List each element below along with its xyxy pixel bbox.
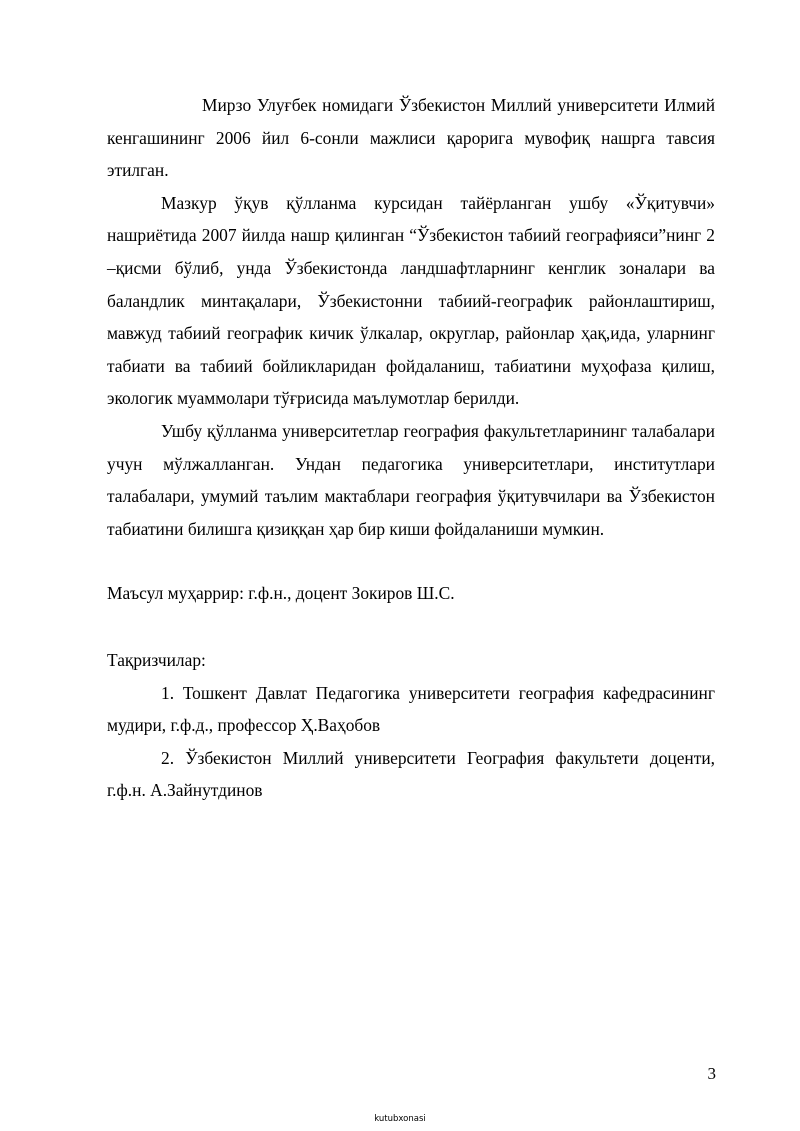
audience-paragraph: Ушбу қўлланма университетлар география факультетларининг талабалари учун мўлжалланган. Ундан педагогика университетлари, институтлари талабалари, умумий таълим мактаблари география ўқитувчилари ва Ўзбекистон табиатини билишга қизиққан ҳар бир киши фойдаланиши мумкин. [107,420,715,539]
reviewer-item: 2. Ўзбекистон Миллий университети География факультети доценти, г.ф.н. А.Зайнутдинов [107,747,715,801]
document-body [107,89,715,807]
spacer [107,610,715,644]
reviewers-heading: Тақризчилар: [107,649,206,670]
footer-watermark: kutubxonasi [374,1114,426,1124]
reviewer-item: 1. Тошкент Давлат Педагогика университети география кафедрасининг мудири, г.ф.д., профессор Ҳ.Ваҳобов [107,682,715,736]
description-paragraph: Мазкур ўқув қўлланма курсидан тайёрланган ушбу «Ўқитувчи» нашриётида 2007 йилда нашр қилинган “Ўзбекистон табиий географияси”нинг 2 –қисми бўлиб, унда Ўзбекистонда ландшафтларнинг кенглик зоналари ва баландлик минтақалари, Ўзбекистонни табиий-географик районлаштириш, мавжуд табиий географик кичик ўлкалар, округлар, районлар ҳақ,ида, уларнинг табиати ва табиий бойликларидан фойдаланиш, табиатини муҳофаза қилиш, экологик муаммолари тўғрисида маълумотлар берилди. [107,192,715,409]
spacer [107,545,715,577]
approval-paragraph: Мирзо Улуғбек номидаги Ўзбекистон Миллий университети Илмий кенгашининг 2006 йил 6-сонли мажлиси қарорига мувофиқ нашрга тавсия этилган. [107,95,715,181]
page-number: 3 [707,1064,716,1083]
responsible-editor: Маъсул муҳаррир: г.ф.н., доцент Зокиров Ш.С. [107,583,455,604]
